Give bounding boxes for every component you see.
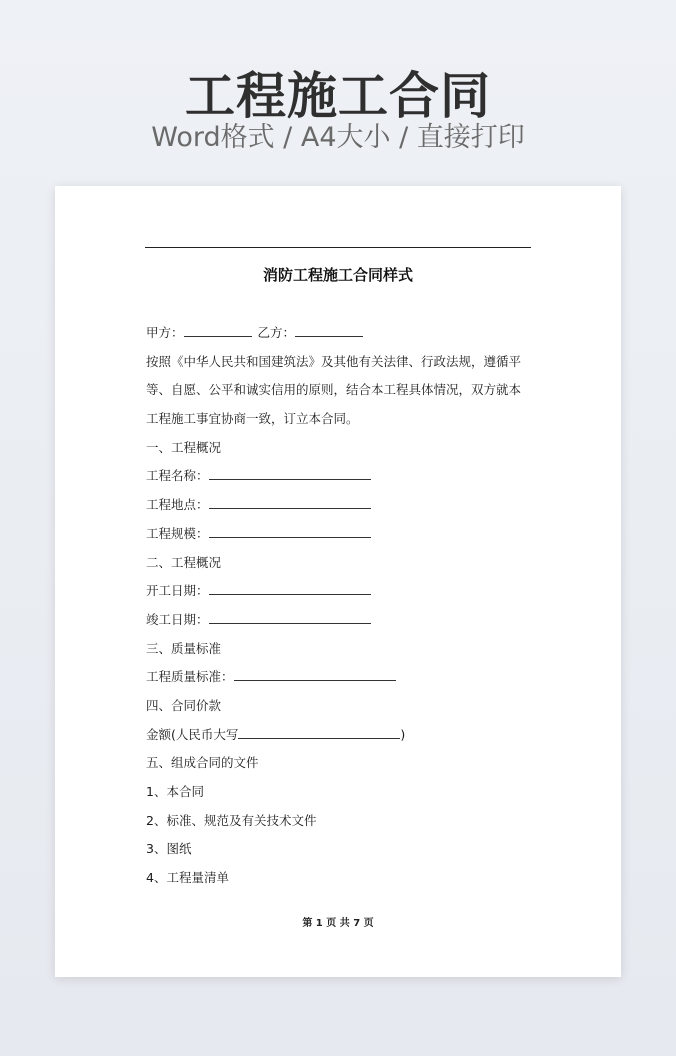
parties-line xyxy=(146,323,532,352)
project-scale-line xyxy=(146,524,532,553)
intro-line: 等、自愿、公平和诚实信用的原则，结合本工程具体情况，双方就本 xyxy=(146,382,522,398)
quality-label: 工程质量标准： xyxy=(146,669,234,685)
project-location-label: 工程地点： xyxy=(146,497,209,513)
quality-line xyxy=(146,667,532,696)
project-name-line xyxy=(146,466,532,495)
section-heading: 四、合同价款 xyxy=(146,697,222,713)
amount-blank xyxy=(238,725,400,739)
project-location-line xyxy=(146,495,532,524)
document-title: 消防工程施工合同样式 xyxy=(262,266,413,284)
list-item: 3、图纸 xyxy=(146,841,192,857)
document-page xyxy=(55,186,621,977)
start-date-line xyxy=(146,581,532,610)
project-location-blank xyxy=(209,495,371,509)
document-body xyxy=(146,323,532,897)
project-name-label: 工程名称： xyxy=(146,468,209,484)
completion-date-label: 竣工日期： xyxy=(146,611,209,627)
party-a-blank xyxy=(184,323,252,337)
amount-prefix: 金额(人民币大写 xyxy=(146,726,239,742)
header-rule xyxy=(145,247,531,248)
intro-line: 按照《中华人民共和国建筑法》及其他有关法律、行政法规，遵循平 xyxy=(146,353,522,369)
project-name-blank xyxy=(209,466,371,480)
section-heading: 二、工程概况 xyxy=(146,554,222,570)
party-b-label: 乙方： xyxy=(257,325,296,340)
party-b-blank xyxy=(295,323,363,337)
amount-suffix: ) xyxy=(400,726,406,742)
party-a-label: 甲方： xyxy=(146,325,184,340)
list-item: 2、标准、规范及有关技术文件 xyxy=(146,812,317,828)
list-item: 1、本合同 xyxy=(146,784,204,799)
page-subtitle: Word格式 / A4大小 / 直接打印 xyxy=(151,122,525,153)
completion-date-blank xyxy=(209,610,371,624)
project-scale-label: 工程规模： xyxy=(146,525,209,541)
section-heading: 一、工程概况 xyxy=(146,439,222,455)
completion-date-line xyxy=(146,610,532,639)
start-date-label: 开工日期： xyxy=(146,583,209,599)
quality-blank xyxy=(234,667,396,681)
list-item: 4、工程量清单 xyxy=(146,870,229,886)
page-title: 工程施工合同 xyxy=(185,67,491,125)
page-number: 第 1 页 共 7 页 xyxy=(302,918,374,929)
start-date-blank xyxy=(209,581,371,595)
section-heading: 三、质量标准 xyxy=(146,640,222,656)
section-heading: 五、组成合同的文件 xyxy=(146,755,259,771)
project-scale-blank xyxy=(209,524,371,538)
intro-line: 工程施工事宜协商一致，订立本合同。 xyxy=(146,411,359,427)
amount-line xyxy=(146,725,532,754)
